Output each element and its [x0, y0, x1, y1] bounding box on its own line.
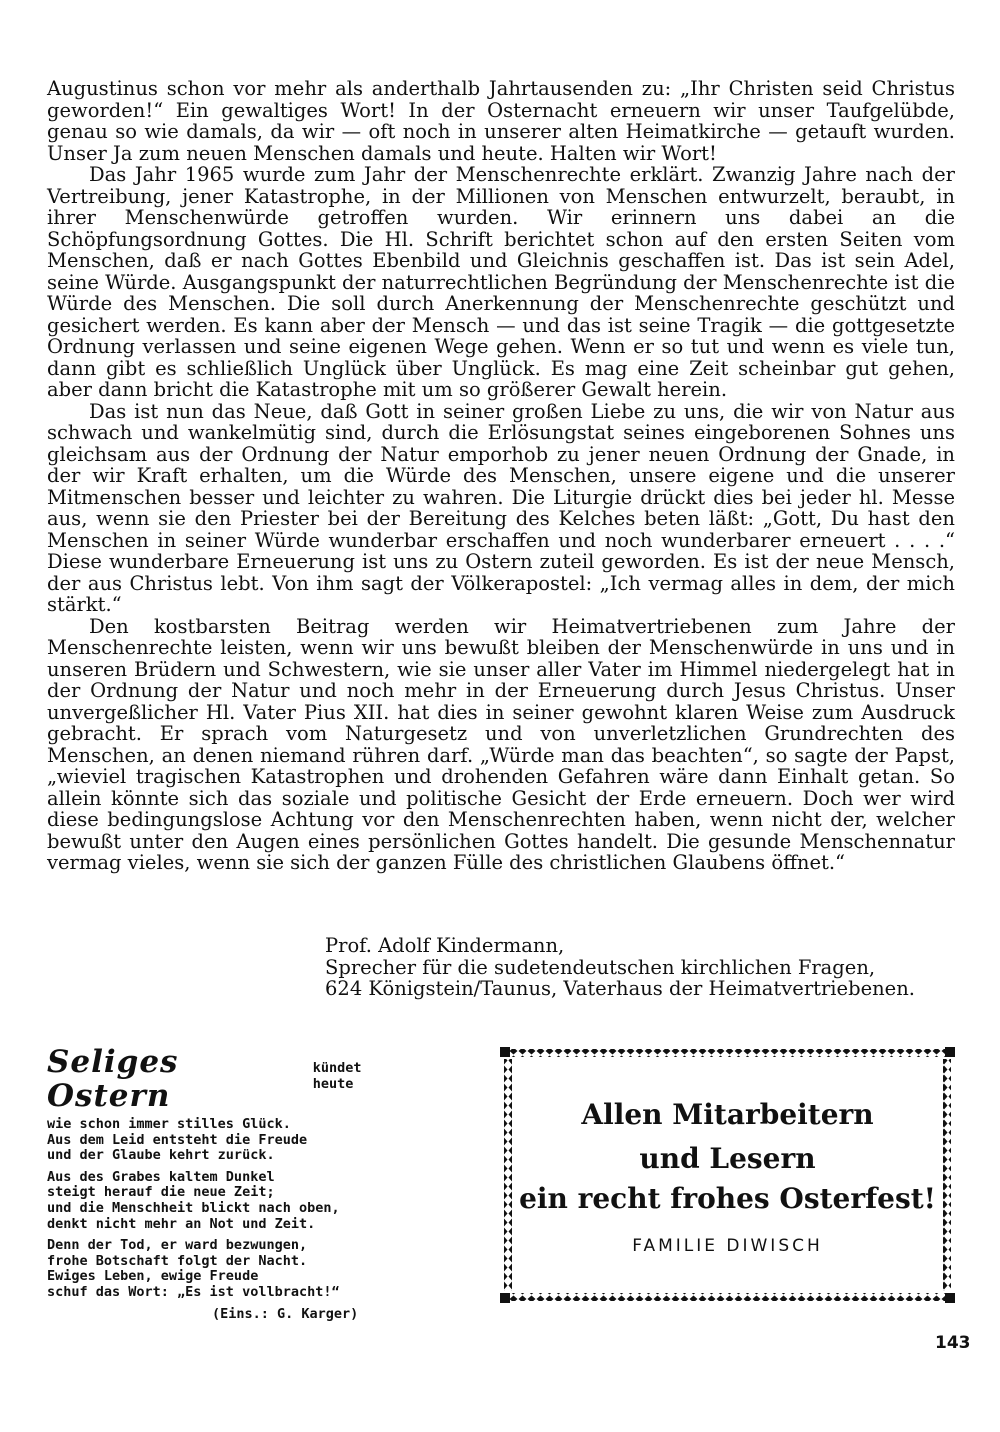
signature-role: Sprecher für die sudetendeutschen kirchlichen Fragen, [325, 955, 876, 979]
greeting-line: Allen Mitarbeitern [581, 1098, 874, 1131]
signature-name: Prof. Adolf Kindermann, [325, 934, 565, 957]
poem-line: Aus dem Leid entsteht die Freude [47, 1131, 308, 1148]
greeting-line: und Lesern [639, 1142, 816, 1175]
poem-stanza [47, 1170, 407, 1232]
poem-line: schuf das Wort: „Es ist vollbracht!“ [47, 1283, 340, 1300]
poem-stanza [47, 1238, 407, 1300]
article-body [47, 78, 955, 874]
greeting-sender: FAMILIE DIWISCH [632, 1236, 823, 1256]
greeting-line: ein recht frohes Osterfest! [519, 1182, 936, 1215]
paragraph: Augustinus schon vor mehr als anderthalb Jahrtausenden zu: „Ihr Christen seid Christus geworden!“ Ein gewaltiges Wort! In der Osternacht erneuern wir unser Taufgelübde, genau so wie damals, da wir — oft noch in unserer alten Heimatkirche — getauft wurden. Unser Ja zum neuen Menschen damals und heute. Halten wir Wort! [47, 77, 955, 165]
paragraph: Das ist nun das Neue, daß Gott in seiner großen Liebe zu uns, die wir von Natur aus schwach und wankelmütig sind, durch die Erlösungstat seines eingeborenen Sohnes uns gleichsam aus der Ordnung der Natur emporhob zu jener neuen Ordnung der Gnade, in der wir Kraft erhalten, um die Würde des Menschen, unsere eigene und die unserer Mitmenschen besser und leichter zu wahren. Die Liturgie drückt dies bei jeder hl. Messe aus, wenn sie den Priester bei der Bereitung des Kelches beten läßt: „Gott, Du hast den Menschen in seiner Würde wunderbar erschaffen und noch wunderbarer erneuert . . . .“ Diese wunderbare Erneuerung ist uns zu Ostern zuteil geworden. Es ist der neue Mensch, der aus Christus lebt. Von ihm sagt der Völkerapostel: „Ich vermag alles in dem, der mich stärkt.“ [47, 399, 955, 616]
poem-line: steigt herauf die neue Zeit; [47, 1184, 275, 1201]
poem-heading [47, 1045, 407, 1113]
poem-title-suffix: kündet heute [312, 1060, 362, 1092]
poem-line: und der Glaube kehrt zurück. [47, 1147, 275, 1164]
signature-address: 624 Königstein/Taunus, Vaterhaus der Heimatvertriebenen. [325, 977, 915, 1000]
poem-line: Denn der Tod, er ward bezwungen, [47, 1237, 308, 1254]
page-number: 143 [935, 1333, 971, 1353]
poem-line: und die Menschheit blickt nach oben, [47, 1199, 340, 1216]
poem-title: Seliges Ostern [47, 1044, 179, 1114]
easter-greeting-box [500, 1047, 955, 1303]
paragraph: Den kostbarsten Beitrag werden wir Heimatvertriebenen zum Jahre der Menschenrechte leisten, wenn wir uns bewußt bleiben der Menschenwürde in uns und in unseren Brüdern und Schwestern, wie sie unser aller Vater im Himmel niedergelegt hat in der Ordnung der Natur und noch mehr in der Erneuerung durch Jesus Christus. Unser unvergeßlicher Hl. Vater Pius XII. hat dies in seiner gewohnt klaren Weise zum Ausdruck gebracht. Er sprach vom Naturgesetz und von unverletzlichen Grundrechten des Menschen, an denen niemand rühren darf. „Würde man das beachten“, so sagte der Papst, „wieviel tragischen Katastrophen und drohenden Gefahren wäre dann Einhalt getan. So allein könnte sich das soziale und politische Gesicht der Erde erneuern. Doch wer wird diese bedingungslose Achtung vor den Menschenrechten haben, wenn nicht der, welcher bewußt unter den Augen eines persönlichen Gottes handelt. Die gesunde Menschennatur vermag vieles, wenn sie sich der ganzen Fülle des christlichen Glaubens öffnet.“ [47, 614, 955, 874]
poem-line: frohe Botschaft folgt der Nacht. [47, 1252, 308, 1269]
poem-line: Aus des Grabes kaltem Dunkel [47, 1168, 275, 1185]
paragraph: Das Jahr 1965 wurde zum Jahr der Menschenrechte erklärt. Zwanzig Jahre nach der Vertreibung, jener Katastrophe, in der Millionen von Menschen entwurzelt, beraubt, in ihrer Menschenwürde getroffen wurden. Wir erinnern uns dabei an die Schöpfungsordnung Gottes. Die Hl. Schrift berichtet schon auf den ersten Seiten vom Menschen, daß er nach Gottes Ebenbild und Gleichnis geschaffen ist. Das ist sein Adel, seine Würde. Ausgangspunkt der naturrechtlichen Begründung der Menschenrechte ist die Würde des Menschen. Die soll durch Anerkennung der Menschenrechte geschützt und gesichert werden. Es kann aber der Mensch — und das ist seine Tragik — die gottgesetzte Ordnung verlassen und seine eigenen Wege gehen. Wenn er so tut und wenn es viele tun, dann gibt es schließlich Unglück über Unglück. Es mag eine Zeit scheinbar gut gehen, aber dann bricht die Katastrophe mit um so größerer Gewalt herein. [47, 163, 955, 401]
poem-line: wie schon immer stilles Glück. [47, 1116, 291, 1132]
poem-line: denkt nicht mehr an Not und Zeit. [47, 1215, 316, 1232]
decorative-border [500, 1047, 955, 1303]
author-signature [325, 935, 915, 1000]
poem-stanza [47, 1117, 407, 1164]
poem-line: Ewiges Leben, ewige Freude [47, 1268, 259, 1285]
poem-author: (Eins.: G. Karger) [212, 1305, 359, 1322]
easter-poem [47, 1045, 407, 1322]
